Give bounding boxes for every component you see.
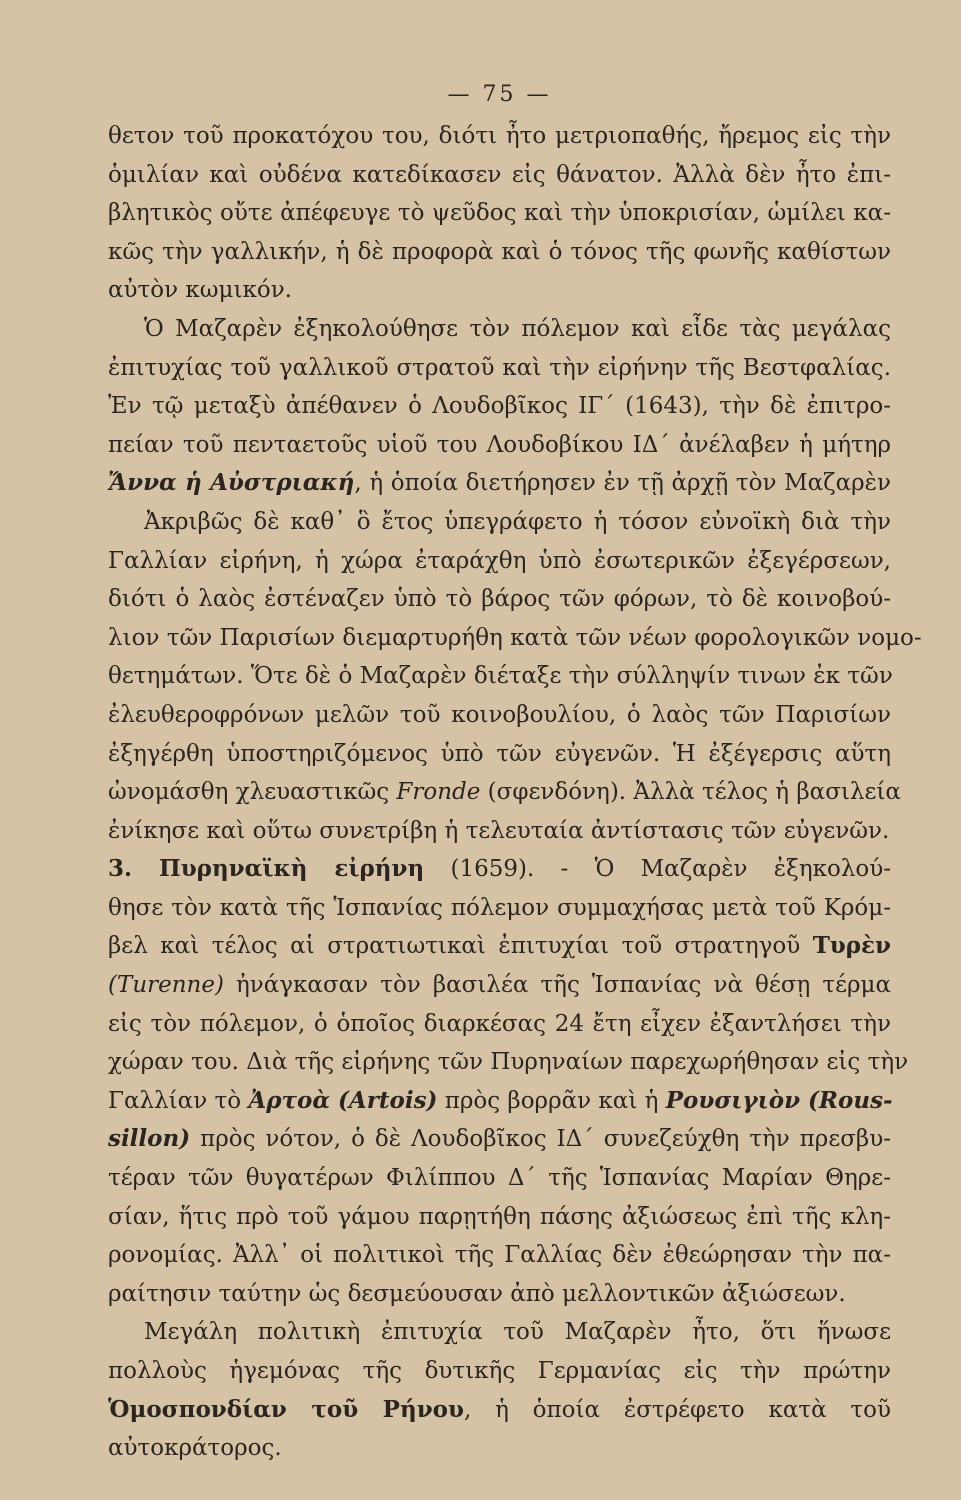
text-segment: Γαλλίαν τὸ	[108, 1087, 249, 1114]
emphasized-text: Fronde	[396, 779, 481, 806]
text-segment: θησε τὸν κατὰ τῆς Ἱσπανίας πόλεμον συμμαχήσας μετὰ τοῦ Κρόμ-	[108, 894, 891, 921]
text-line	[108, 850, 891, 889]
text-segment: πρὸς βορρᾶν καὶ ἡ	[437, 1087, 666, 1114]
text-line	[108, 1082, 891, 1121]
text-segment: ραίτησιν ταύτην ὡς δεσμεύουσαν ἀπὸ μελλοντικῶν ἀξιώσεων.	[108, 1280, 846, 1307]
text-line	[108, 1043, 909, 1082]
text-line	[108, 194, 891, 233]
text-line	[108, 1275, 891, 1314]
emphasized-text: sillon)	[108, 1125, 191, 1153]
text-segment: Γαλλίαν εἰρήνη, ἡ χώρα ἐταράχθη ὑπὸ ἐσωτερικῶν ἐξεγέρσεων,	[108, 547, 891, 574]
text-line	[108, 1005, 891, 1044]
text-line	[108, 889, 891, 928]
text-line	[108, 426, 891, 465]
page-number: — 75 —	[447, 82, 552, 107]
text-line	[108, 503, 891, 542]
text-line	[108, 349, 891, 388]
text-line	[108, 271, 891, 310]
emphasized-text: (Turenne)	[108, 972, 224, 999]
text-line	[108, 966, 891, 1005]
text-segment: Ἀκριβῶς δὲ καθ᾽ ὃ ἔτος ὑπεγράφετο ἡ τόσον εὐνοϊκὴ διὰ τὴν	[144, 508, 891, 535]
emphasized-text: Τυρὲν	[812, 932, 891, 960]
text-segment: βελ καὶ τέλος αἱ στρατιωτικαὶ ἐπιτυχίαι τοῦ στρατηγοῦ	[108, 933, 813, 960]
text-line	[108, 156, 891, 195]
text-line	[108, 464, 891, 503]
text-line	[108, 580, 891, 619]
text-line	[108, 1236, 891, 1275]
text-segment: ἐνίκησε καὶ οὕτω συνετρίβη ἡ τελευταία ἀντίστασις τῶν εὐγενῶν.	[108, 817, 890, 844]
text-segment: ὁμιλίαν καὶ οὐδένα κατεδίκασεν εἰς θάνατον. Ἀλλὰ δὲν ἦτο ἐπι-	[108, 161, 891, 188]
text-segment: τέραν τῶν θυγατέρων Φιλίππου Δ΄ τῆς Ἱσπανίας Μαρίαν Θηρε-	[108, 1165, 891, 1192]
text-segment: αὐτὸν κωμικόν.	[108, 277, 292, 304]
text-segment: διότι ὁ λαὸς ἐστέναζεν ὑπὸ τὸ βάρος τῶν φόρων, τὸ δὲ κοινοβού-	[108, 586, 891, 613]
text-segment: (σφενδόνη). Ἀλλὰ τέλος ἡ βασιλεία	[480, 779, 901, 806]
text-line	[108, 1352, 891, 1391]
emphasized-text: Ὁμοσπονδίαν τοῦ Ρήνου	[108, 1395, 464, 1423]
text-line	[108, 773, 901, 812]
text-line	[108, 1159, 891, 1198]
text-segment: χώραν του. Διὰ τῆς εἰρήνης τῶν Πυρηναίων παρεχωρήθησαν εἰς τὴν	[108, 1049, 909, 1076]
text-segment: βλητικὸς οὔτε ἀπέφευγε τὸ ψεῦδος καὶ τὴν ὑποκρισίαν, ὡμίλει κα-	[108, 200, 891, 227]
text-line	[108, 1391, 891, 1430]
text-segment: ρονομίας. Ἀλλ᾽ οἱ πολιτικοὶ τῆς Γαλλίας δὲν ἐθεώρησαν τὴν πα-	[108, 1242, 891, 1269]
text-line	[108, 1198, 891, 1237]
text-line	[108, 310, 891, 349]
text-line	[108, 387, 891, 426]
text-line	[108, 233, 891, 272]
text-line	[108, 542, 891, 581]
text-segment: σίαν, ἥτις πρὸ τοῦ γάμου παρῃτήθη πάσης ἀξιώσεως ἐπὶ τῆς κλη-	[108, 1203, 891, 1230]
text-segment: , ἡ ὁποία ἐστρέφετο κατὰ τοῦ	[463, 1396, 891, 1423]
text-segment: λιον τῶν Παρισίων διεμαρτυρήθη κατὰ τῶν νέων φορολογικῶν νομο-	[108, 624, 922, 651]
text-line	[108, 1313, 891, 1352]
text-segment: κῶς τὴν γαλλικήν, ἡ δὲ προφορὰ καὶ ὁ τόνος τῆς φωνῆς καθίστων	[108, 238, 891, 265]
text-line	[108, 117, 891, 156]
emphasized-text: 3. Πυρηναϊκὴ εἰρήνη	[108, 855, 425, 883]
text-segment: πείαν τοῦ πενταετοῦς υἱοῦ του Λουδοβίκου ΙΔ΄ ἀνέλαβεν ἡ μήτηρ	[108, 431, 891, 458]
text-segment: θετημάτων. Ὅτε δὲ ὁ Μαζαρὲν διέταξε τὴν σύλληψίν τινων ἐκ τῶν	[108, 663, 893, 690]
text-segment: ἐπιτυχίας τοῦ γαλλικοῦ στρατοῦ καὶ τὴν εἰρήνην τῆς Βεστφαλίας.	[108, 354, 891, 381]
emphasized-text: Ρουσιγιὸν (Rous-	[665, 1086, 893, 1114]
text-segment: πρὸς νότον, ὁ δὲ Λουδοβῖκος ΙΔ΄ συνεζεύχθη τὴν πρεσβυ-	[190, 1126, 891, 1153]
text-segment: πολλοὺς ἡγεμόνας τῆς δυτικῆς Γερμανίας εἰς τὴν πρώτην	[108, 1358, 891, 1384]
text-line	[108, 735, 891, 774]
text-line	[108, 619, 922, 658]
text-segment: θετον τοῦ προκατόχου του, διότι ἦτο μετριοπαθής, ἤρεμος εἰς τὴν	[108, 123, 891, 149]
body-text	[108, 117, 922, 1468]
emphasized-text: Ἄννα ἡ Αὐστριακή	[108, 469, 355, 497]
text-segment: εἰς τὸν πόλεμον, ὁ ὁποῖος διαρκέσας 24 ἔτη εἶχεν ἐξαντλήσει τὴν	[108, 1010, 891, 1037]
text-line	[108, 657, 891, 696]
text-segment: Ὁ Μαζαρὲν ἐξηκολούθησε τὸν πόλεμον καὶ εἶδε τὰς μεγάλας	[144, 315, 891, 342]
text-segment: Ἐν τῷ μεταξὺ ἀπέθανεν ὁ Λουδοβῖκος ΙΓ΄ (1643), τὴν δὲ ἐπιτρο-	[108, 393, 891, 420]
text-line	[108, 812, 891, 851]
text-segment: ὠνομάσθη χλευαστικῶς	[108, 779, 397, 806]
text-segment: ἐξηγέρθη ὑποστηριζόμενος ὑπὸ τῶν εὐγενῶν. Ἡ ἐξέγερσις αὕτη	[108, 740, 891, 767]
text-line	[108, 696, 891, 735]
text-segment: ἐλευθεροφρόνων μελῶν τοῦ κοινοβουλίου, ὁ λαὸς τῶν Παρισίων	[108, 701, 891, 728]
text-segment: , ἡ ὁποία διετήρησεν ἐν τῇ ἀρχῇ τὸν Μαζαρὲν	[354, 470, 891, 497]
text-line	[108, 1120, 891, 1159]
text-line	[108, 1429, 891, 1468]
text-segment: ἠνάγκασαν τὸν βασιλέα τῆς Ἱσπανίας νὰ θέσῃ τέρμα	[223, 972, 891, 999]
text-segment: Μεγάλη πολιτικὴ ἐπιτυχία τοῦ Μαζαρὲν ἦτο, ὅτι ἥνωσε	[144, 1319, 891, 1346]
text-segment: (1659). - Ὁ Μαζαρὲν ἐξηκολού-	[424, 856, 892, 883]
emphasized-text: Ἀρτοὰ (Artois)	[248, 1086, 438, 1114]
text-segment: αὐτοκράτορος.	[108, 1435, 282, 1462]
text-line	[108, 927, 891, 966]
